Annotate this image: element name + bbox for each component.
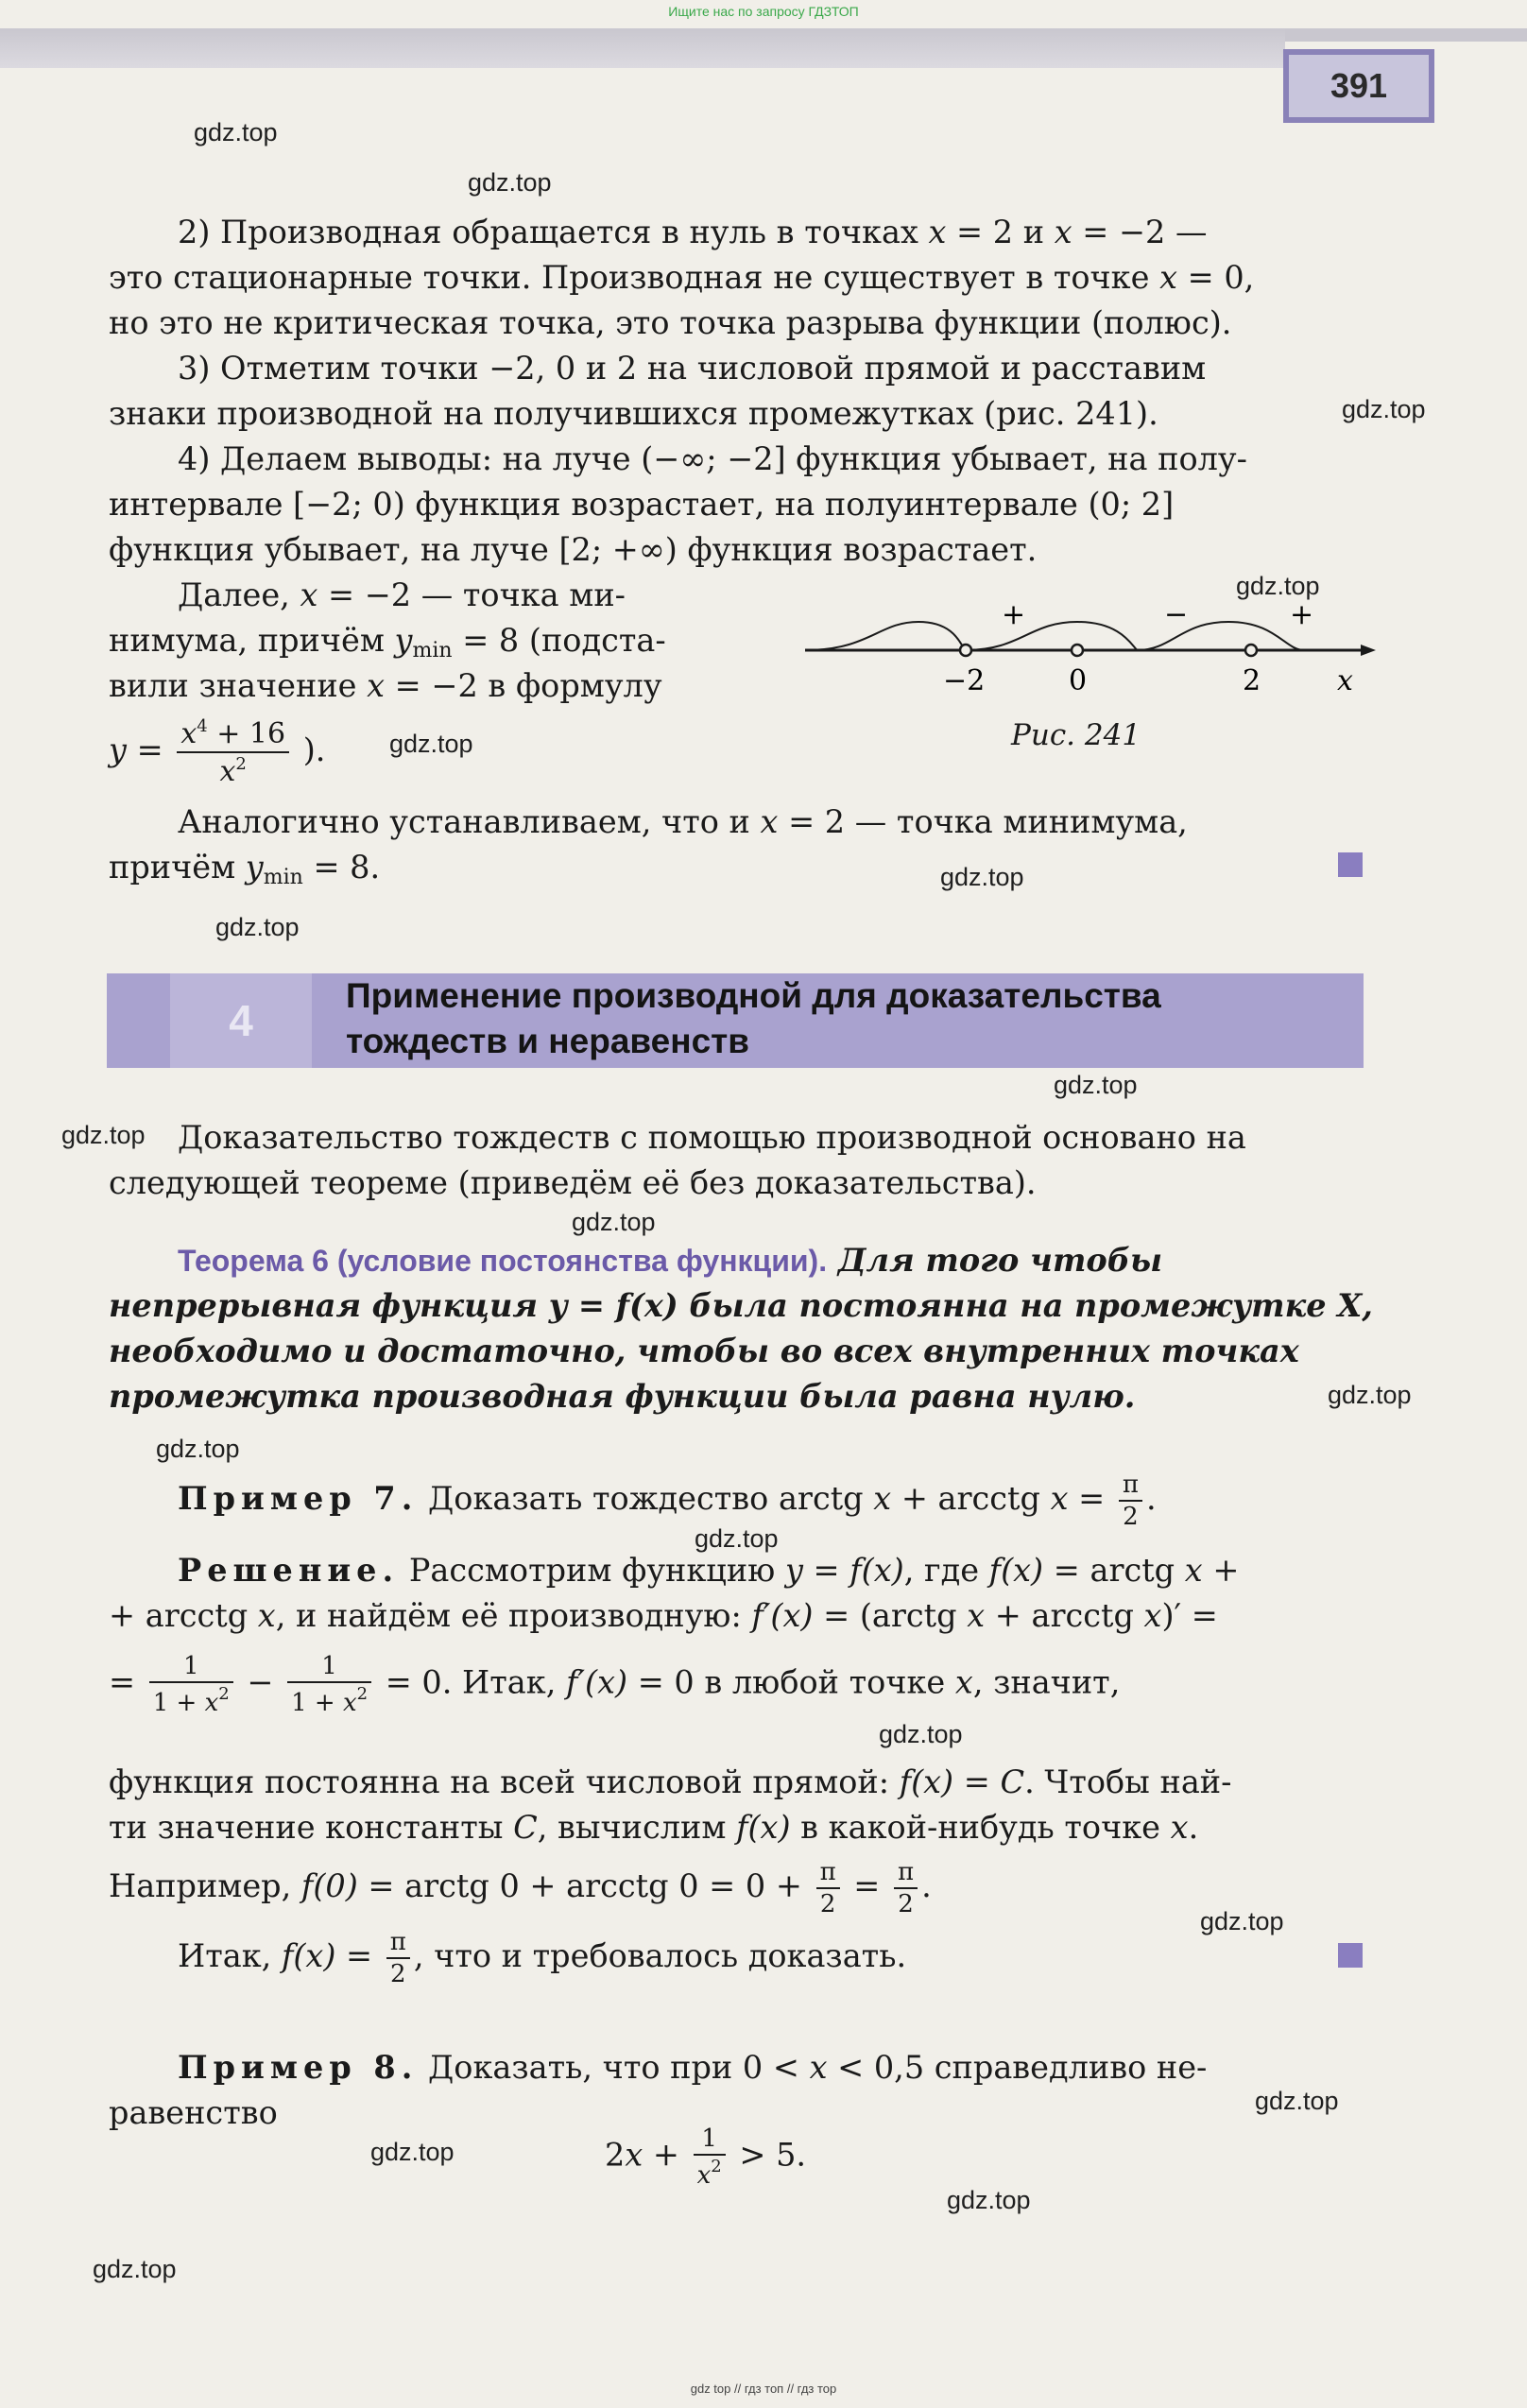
theorem-line: промежутка производная функции была равна нулю. xyxy=(109,1378,1136,1415)
fraction: $\frac{1}{x^2}$ xyxy=(694,2126,726,2188)
text-line: интервале [−2; 0) функция возрастает, на полуинтервале (0; 2] xyxy=(109,486,1175,523)
text-line: это стационарные точки. Производная не существует в точке x = 0, xyxy=(109,259,1255,296)
fraction: $\frac{\pi}{2}$ xyxy=(1119,1472,1142,1529)
watermark: gdz.top xyxy=(940,863,1024,891)
example-line: Пример 7. Доказать тождество arctg x + arcctg x = $\frac{\pi}{2}$ . xyxy=(178,1471,1157,1531)
tick-label: 2 xyxy=(1243,664,1261,697)
example-line: Пример 8. Доказать, что при 0 < x < 0,5 справедливо не- xyxy=(178,2049,1208,2086)
watermark: gdz.top xyxy=(215,913,300,941)
watermark: gdz.top xyxy=(194,118,278,146)
watermark: gdz.top xyxy=(1255,2087,1339,2115)
fraction: $\frac{1}{1 + x^2}$ xyxy=(149,1654,233,1715)
watermark: gdz.top xyxy=(1054,1071,1138,1099)
text-line: знаки производной на получившихся промежутках (рис. 241). xyxy=(109,395,1158,432)
top-banner: Ищите нас по запросу ГДЗТОП xyxy=(668,4,859,19)
text-line: Далее, x = −2 — точка ми- xyxy=(178,576,626,613)
tick-label: 0 xyxy=(1069,664,1088,697)
watermark: gdz.top xyxy=(695,1524,779,1553)
footer-watermark: gdz top // гдз топ // гдз тор xyxy=(690,2382,837,2396)
text-line: вили значение x = −2 в формулу xyxy=(109,667,662,704)
axis-label: x xyxy=(1337,664,1353,697)
watermark: gdz.top xyxy=(1342,395,1426,423)
text-line: 3) Отметим точки −2, 0 и 2 на числовой прямой и расставим xyxy=(178,350,1207,387)
text-line: следующей теореме (приведём её без доказательства). xyxy=(109,1164,1037,1201)
solution-line: Решение. Рассмотрим функцию y = f(x), где f(x) = arctg x + xyxy=(178,1552,1240,1589)
example-label: Пример 7. xyxy=(178,1480,419,1517)
point-marker xyxy=(1245,645,1257,656)
solution-line: функция постоянна на всей числовой прямой: f(x) = C. Чтобы най- xyxy=(109,1763,1232,1800)
watermark: gdz.top xyxy=(93,2255,177,2283)
watermark: gdz.top xyxy=(61,1121,146,1149)
example-line: равенство xyxy=(109,2094,278,2131)
example-label: Пример 8. xyxy=(178,2049,419,2086)
theorem-line: необходимо и достаточно, чтобы во всех внутренних точках xyxy=(109,1333,1299,1369)
section-title: Применение производной для доказательства тождеств и неравенств xyxy=(346,976,1161,1060)
theorem-label: Теорема 6 (условие постоянства функции). xyxy=(178,1244,828,1278)
page-number-tab xyxy=(1283,49,1434,123)
watermark: gdz.top xyxy=(468,168,552,197)
fraction: $\frac{\pi}{2}$ xyxy=(894,1860,918,1917)
watermark: gdz.top xyxy=(572,1208,656,1236)
header-band-right xyxy=(1285,28,1527,42)
solution-line: + arcctg x, и найдём её производную: f′(x) = (arctg x + arcctg x)′ = xyxy=(109,1597,1218,1634)
theorem-line: непрерывная функция y = f(x) была постоянна на промежутке X, xyxy=(109,1287,1373,1324)
solution-label: Решение. xyxy=(178,1552,400,1589)
watermark: gdz.top xyxy=(156,1435,240,1463)
solution-line: = $\frac{1}{1 + x^2}$ − $\frac{1}{1 + x^2}$ = 0. Итак, f′(x) = 0 в любой точке x, значит, xyxy=(109,1652,1121,1717)
fraction: $\frac{1}{1 + x^2}$ xyxy=(287,1654,371,1715)
theorem-line: Теорема 6 (условие постоянства функции). Для того чтобы xyxy=(178,1242,1163,1279)
text-line: Аналогично устанавливаем, что и x = 2 — точка минимума, xyxy=(178,803,1188,840)
watermark: gdz.top xyxy=(1236,572,1320,600)
formula-line: 2x + $\frac{1}{x^2}$ > 5. xyxy=(605,2124,807,2190)
text-line: Доказательство тождеств с помощью производной основано на xyxy=(178,1119,1246,1156)
point-marker xyxy=(1072,645,1083,656)
formula-line: y = $\frac{x^4 + 16}{x^2}$ ). xyxy=(109,716,326,788)
watermark: gdz.top xyxy=(1328,1381,1412,1409)
tick-label: −2 xyxy=(943,664,986,697)
solution-line: Итак, f(x) = $\frac{\pi}{2}$ , что и требовалось доказать. xyxy=(178,1928,907,1988)
arrow-head-icon xyxy=(1361,645,1376,656)
watermark: gdz.top xyxy=(879,1720,963,1748)
end-of-solution-square xyxy=(1338,852,1363,877)
fraction: $\frac{\pi}{2}$ xyxy=(386,1930,410,1987)
page-number: 391 xyxy=(1330,66,1388,105)
sign-label: − xyxy=(1164,598,1189,631)
solution-line: Например, f(0) = arctg 0 + arcctg 0 = 0 + $\frac{\pi}{2}$ = $\frac{\pi}{2}$ . xyxy=(109,1858,932,1918)
end-of-solution-square xyxy=(1338,1943,1363,1968)
watermark: gdz.top xyxy=(370,2138,455,2166)
text-line: причём $y_{min} = 8$. xyxy=(109,849,381,889)
watermark: gdz.top xyxy=(947,2186,1031,2214)
text-line: 2) Производная обращается в нуль в точках x = 2 и x = −2 — xyxy=(178,214,1208,250)
watermark: gdz.top xyxy=(1200,1907,1284,1935)
sign-arc xyxy=(966,622,1138,650)
sign-arc xyxy=(805,622,966,650)
section-number: 4 xyxy=(170,973,312,1068)
text-line: 4) Делаем выводы: на луче (−∞; −2] функция убывает, на полу- xyxy=(178,440,1247,477)
text-line: функция убывает, на луче [2; +∞) функция возрастает. xyxy=(109,531,1038,568)
text-line: нимума, причём $y_{min} = 8$ (подста- xyxy=(109,622,666,662)
sign-label: + xyxy=(1002,598,1026,631)
point-marker xyxy=(960,645,971,656)
watermark: gdz.top xyxy=(389,730,473,758)
sign-arc xyxy=(1138,622,1304,650)
figure-caption: Рис. 241 xyxy=(1011,718,1141,752)
number-line-figure xyxy=(794,595,1380,728)
solution-line: ти значение константы C, вычислим f(x) в какой-нибудь точке x. xyxy=(109,1809,1199,1846)
header-band xyxy=(0,28,1285,68)
fraction: $\frac{x^4 + 16}{x^2}$ xyxy=(177,718,289,786)
fraction: $\frac{\pi}{2}$ xyxy=(816,1860,840,1917)
sign-label: + xyxy=(1290,598,1314,631)
text-line: но это не критическая точка, это точка разрыва функции (полюс). xyxy=(109,304,1232,341)
